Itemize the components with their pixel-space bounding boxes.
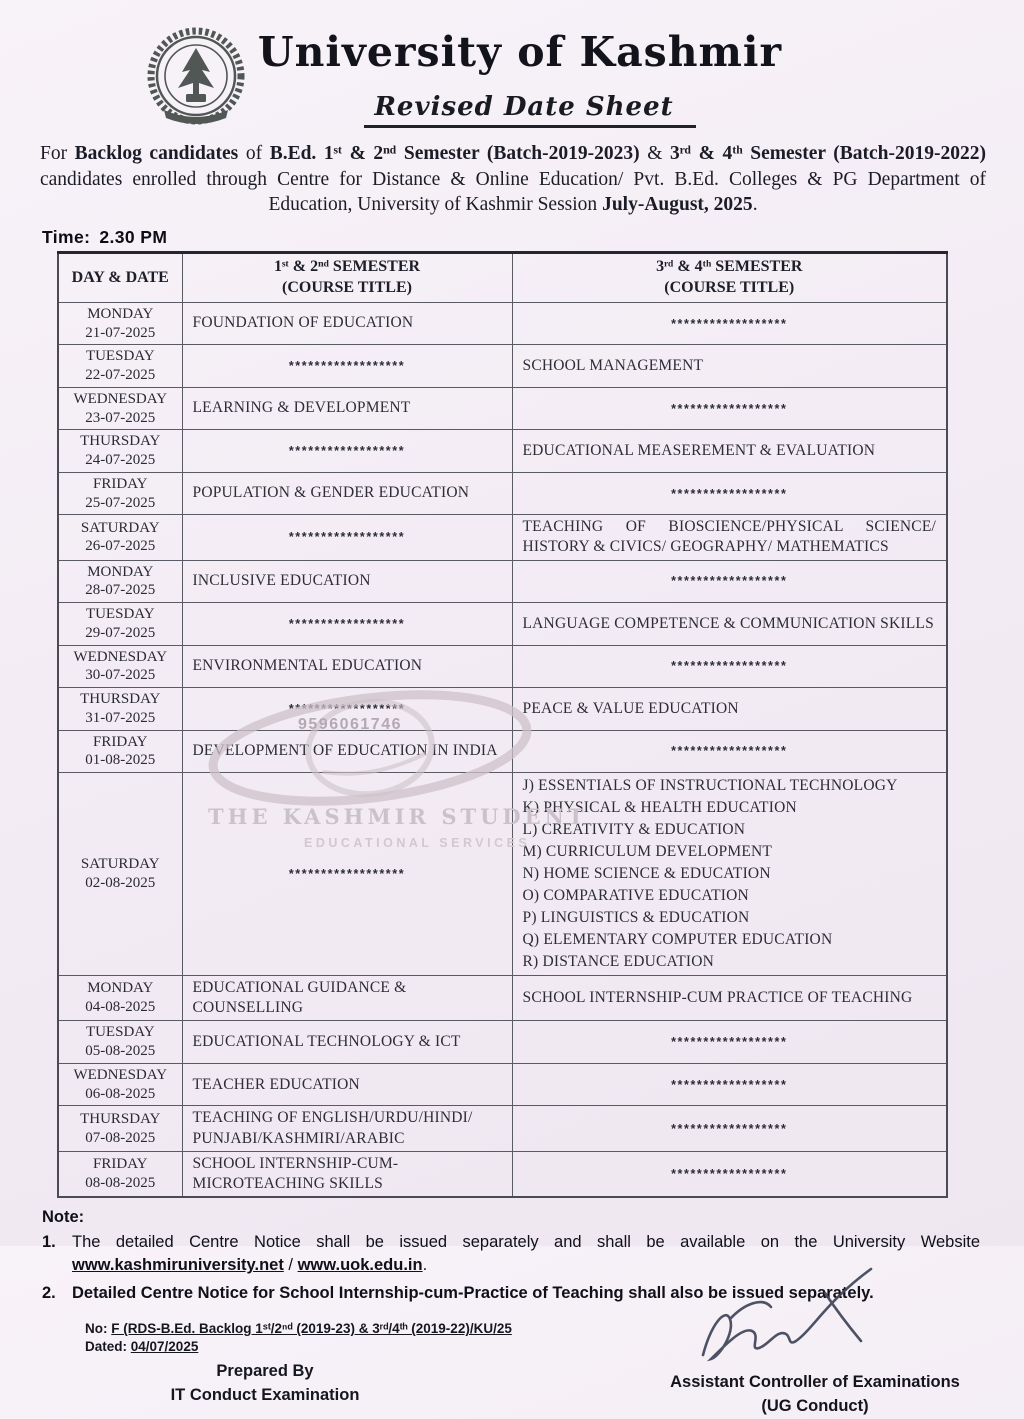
day-date-cell	[58, 603, 182, 646]
no-exam-stars: ******************	[512, 1151, 947, 1197]
date-label: 22-07-2025	[85, 367, 156, 384]
course-cell: SCHOOL INTERNSHIP-CUM PRACTICE OF TEACHING	[512, 976, 947, 1021]
date-label: 31-07-2025	[85, 709, 156, 726]
course-list-item: Q) ELEMENTARY COMPUTER EDUCATION	[522, 931, 833, 949]
intro-part: of	[238, 143, 270, 164]
table-header	[58, 253, 947, 303]
intro-part: .	[752, 194, 758, 216]
header-row	[58, 253, 947, 303]
day-label: MONDAY	[87, 305, 154, 322]
day-label: WEDNESDAY	[73, 648, 168, 665]
signatory-title: Assistant Controller of Examinations	[670, 1373, 960, 1392]
day-label: WEDNESDAY	[73, 390, 168, 407]
prepared-by-block	[145, 1360, 385, 1408]
no-exam-stars: ******************	[182, 430, 512, 473]
dated-value: 04/07/2025	[130, 1339, 199, 1355]
intro-paragraph	[40, 141, 986, 218]
day-date-cell	[58, 302, 182, 345]
ref-prefix: No:	[85, 1321, 112, 1337]
date-label: 02-08-2025	[85, 875, 156, 892]
time-label: Time:	[42, 227, 91, 248]
day-label: THURSDAY	[80, 433, 161, 450]
table-row	[58, 730, 947, 773]
date-label: 23-07-2025	[85, 409, 156, 426]
no-exam-stars: ******************	[512, 387, 947, 430]
notes-label: Note:	[42, 1207, 85, 1226]
day-label: FRIDAY	[93, 1156, 148, 1173]
university-emblem-icon	[146, 26, 246, 130]
no-exam-stars: ******************	[512, 302, 947, 345]
day-date-cell	[58, 1106, 182, 1151]
header-sem12-line2: (COURSE TITLE)	[282, 279, 412, 296]
note-number: 1.	[42, 1232, 56, 1251]
course-cell: TEACHER EDUCATION	[182, 1063, 512, 1106]
course-cell: LEARNING & DEVELOPMENT	[182, 387, 512, 430]
table-row	[58, 560, 947, 603]
day-label: TUESDAY	[85, 1024, 155, 1041]
watermark-subtitle: EDUCATIONAL SERVICES	[304, 836, 531, 850]
course-list-item: J) ESSENTIALS OF INSTRUCTIONAL TECHNOLOGY	[522, 777, 898, 795]
course-cell: EDUCATIONAL MEASEREMENT & EVALUATION	[512, 430, 947, 473]
intro-part: candidates enrolled through Centre for Distance & Online Education/ Pvt. B.Ed. Colleges & PG Department of Education, University of Kashmir Session	[40, 168, 986, 216]
watermark-phone: 9596061746	[298, 716, 402, 733]
day-label: THURSDAY	[80, 691, 161, 708]
prepared-by: Prepared By	[216, 1362, 314, 1381]
course-cell: PEACE & VALUE EDUCATION	[512, 688, 947, 731]
day-date-cell	[58, 688, 182, 731]
course-list-item: O) COMPARATIVE EDUCATION	[522, 887, 749, 905]
day-date-cell	[58, 472, 182, 515]
day-date-cell	[58, 976, 182, 1021]
course-cell: TEACHING OF BIOSCIENCE/PHYSICAL SCIENCE/ HISTORY & CIVICS/ GEOGRAPHY/ MATHEMATICS	[512, 515, 947, 560]
day-date-cell	[58, 430, 182, 473]
date-label: 30-07-2025	[85, 667, 156, 684]
date-label: 05-08-2025	[85, 1043, 156, 1060]
no-exam-stars: ******************	[512, 1106, 947, 1151]
day-date-cell	[58, 1151, 182, 1197]
date-label: 25-07-2025	[85, 494, 156, 511]
date-label: 08-08-2025	[85, 1174, 156, 1191]
no-exam-stars: ******************	[182, 773, 512, 976]
day-label: TUESDAY	[85, 348, 155, 365]
table-row	[58, 1151, 947, 1197]
dated-label: Dated:	[85, 1339, 131, 1355]
date-label: 26-07-2025	[85, 538, 156, 555]
intro-part: For	[40, 143, 75, 164]
no-exam-stars: ******************	[512, 730, 947, 773]
document-header	[0, 0, 1024, 128]
no-exam-stars: ******************	[512, 645, 947, 688]
day-label: SATURDAY	[80, 856, 160, 873]
no-exam-stars: ******************	[182, 688, 512, 731]
ref-value: F (RDS-B.Ed. Backlog 1ˢᵗ/2ⁿᵈ (2019-23) & 3ʳᵈ/4ᵗʰ (2019-22)/KU/25	[111, 1321, 512, 1337]
header-day-date: DAY & DATE	[58, 253, 182, 303]
day-label: TUESDAY	[85, 606, 155, 623]
note-part: .	[422, 1256, 428, 1275]
day-label: SATURDAY	[80, 519, 160, 536]
table-row	[58, 976, 947, 1021]
table-row	[58, 1021, 947, 1064]
table-row	[58, 773, 947, 976]
table-row	[58, 387, 947, 430]
course-cell: EDUCATIONAL GUIDANCE & COUNSELLING	[182, 976, 512, 1021]
day-date-cell	[58, 345, 182, 388]
reference-number	[85, 1321, 555, 1336]
table-row	[58, 645, 947, 688]
day-date-cell	[58, 1063, 182, 1106]
course-list-item: R) DISTANCE EDUCATION	[522, 953, 715, 971]
signature-icon	[675, 1263, 905, 1373]
no-exam-stars: ******************	[182, 515, 512, 560]
time-value: 2.30 PM	[99, 227, 168, 248]
day-date-cell	[58, 773, 182, 976]
date-label: 01-08-2025	[85, 752, 156, 769]
page-title: University of Kashmir	[257, 28, 783, 76]
date-label: 06-08-2025	[85, 1085, 156, 1102]
signatory-sub: (UG Conduct)	[761, 1397, 869, 1416]
day-date-cell	[58, 387, 182, 430]
no-exam-stars: ******************	[512, 560, 947, 603]
day-label: WEDNESDAY	[73, 1066, 168, 1083]
course-cell: SCHOOL INTERNSHIP-CUM- MICROTEACHING SKILLS	[182, 1151, 512, 1197]
table-row	[58, 688, 947, 731]
exam-time	[42, 227, 1024, 248]
header-sem34-line2: (COURSE TITLE)	[664, 279, 795, 296]
course-list-item: L) CREATIVITY & EDUCATION	[522, 821, 746, 839]
footer	[85, 1321, 1024, 1419]
intro-part: Backlog candidates	[74, 143, 239, 164]
prepared-dept: IT Conduct Examination	[170, 1386, 360, 1405]
website-link: www.kashmiruniversity.net	[72, 1256, 284, 1275]
date-label: 24-07-2025	[85, 452, 156, 469]
table-row	[58, 430, 947, 473]
footer-left	[85, 1321, 555, 1419]
table-row	[58, 302, 947, 345]
no-exam-stars: ******************	[182, 603, 512, 646]
course-cell: LANGUAGE COMPETENCE & COMMUNICATION SKILLS	[512, 603, 947, 646]
course-list-cell	[512, 773, 947, 976]
intro-part: July-August, 2025	[602, 194, 753, 216]
date-label: 28-07-2025	[85, 582, 156, 599]
table-row	[58, 345, 947, 388]
intro-part: &	[639, 143, 670, 164]
table-row	[58, 515, 947, 560]
day-label: MONDAY	[87, 563, 154, 580]
course-cell: ENVIRONMENTAL EDUCATION	[182, 645, 512, 688]
course-list-item: N) HOME SCIENCE & EDUCATION	[522, 865, 771, 883]
day-label: FRIDAY	[93, 733, 148, 750]
intro-part: 3ʳᵈ & 4ᵗʰ Semester (Batch-2019-2022)	[669, 143, 986, 164]
subtitle: Revised Date Sheet	[364, 92, 695, 128]
footer-right	[615, 1321, 1015, 1419]
datesheet-body	[58, 302, 947, 1197]
header-sem12-line1: 1ˢᵗ & 2ⁿᵈ SEMESTER	[273, 258, 421, 276]
course-cell: TEACHING OF ENGLISH/URDU/HINDI/ PUNJABI/KASHMIRI/ARABIC	[182, 1106, 512, 1151]
table-row	[58, 603, 947, 646]
course-cell: FOUNDATION OF EDUCATION	[182, 302, 512, 345]
course-list-item: M) CURRICULUM DEVELOPMENT	[522, 843, 773, 861]
note-part: /	[283, 1256, 298, 1275]
header-sem34	[512, 253, 947, 303]
no-exam-stars: ******************	[182, 345, 512, 388]
dated-line	[85, 1339, 555, 1354]
header-sem34-line1: 3ʳᵈ & 4ᵗʰ SEMESTER	[656, 258, 803, 276]
note-number: 2.	[42, 1283, 56, 1302]
date-label: 04-08-2025	[85, 999, 156, 1016]
course-cell: EDUCATIONAL TECHNOLOGY & ICT	[182, 1021, 512, 1064]
day-date-cell	[58, 645, 182, 688]
watermark-title: THE KASHMIR STUDENT	[208, 804, 588, 829]
note-part: The detailed Centre Notice shall be issued separately and shall be available on the University Website	[72, 1232, 980, 1251]
table-row	[58, 1106, 947, 1151]
website-link: www.uok.edu.in	[297, 1256, 423, 1275]
header-sem12	[182, 253, 512, 303]
day-label: THURSDAY	[80, 1110, 161, 1127]
date-label: 29-07-2025	[85, 624, 156, 641]
signatory-block	[615, 1371, 1015, 1419]
date-label: 07-08-2025	[85, 1129, 156, 1146]
day-date-cell	[58, 515, 182, 560]
day-date-cell	[58, 730, 182, 773]
datesheet-table	[57, 251, 948, 1198]
date-label: 21-07-2025	[85, 324, 156, 341]
note-part: Detailed Centre Notice for School Internship-cum-Practice of Teaching shall also be issued separately.	[72, 1283, 874, 1302]
table-row	[58, 1063, 947, 1106]
course-cell: SCHOOL MANAGEMENT	[512, 345, 947, 388]
no-exam-stars: ******************	[512, 472, 947, 515]
course-cell: DEVELOPMENT OF EDUCATION IN INDIA	[182, 730, 512, 773]
course-cell: INCLUSIVE EDUCATION	[182, 560, 512, 603]
course-list-item: K) PHYSICAL & HEALTH EDUCATION	[522, 799, 797, 817]
day-label: MONDAY	[87, 980, 154, 997]
course-cell: POPULATION & GENDER EDUCATION	[182, 472, 512, 515]
day-label: FRIDAY	[93, 475, 148, 492]
table-row	[58, 472, 947, 515]
no-exam-stars: ******************	[512, 1063, 947, 1106]
day-date-cell	[58, 560, 182, 603]
day-date-cell	[58, 1021, 182, 1064]
course-list-item: P) LINGUISTICS & EDUCATION	[522, 909, 750, 927]
no-exam-stars: ******************	[512, 1021, 947, 1064]
intro-part: B.Ed. 1ˢᵗ & 2ⁿᵈ Semester (Batch-2019-2023)	[269, 143, 640, 164]
